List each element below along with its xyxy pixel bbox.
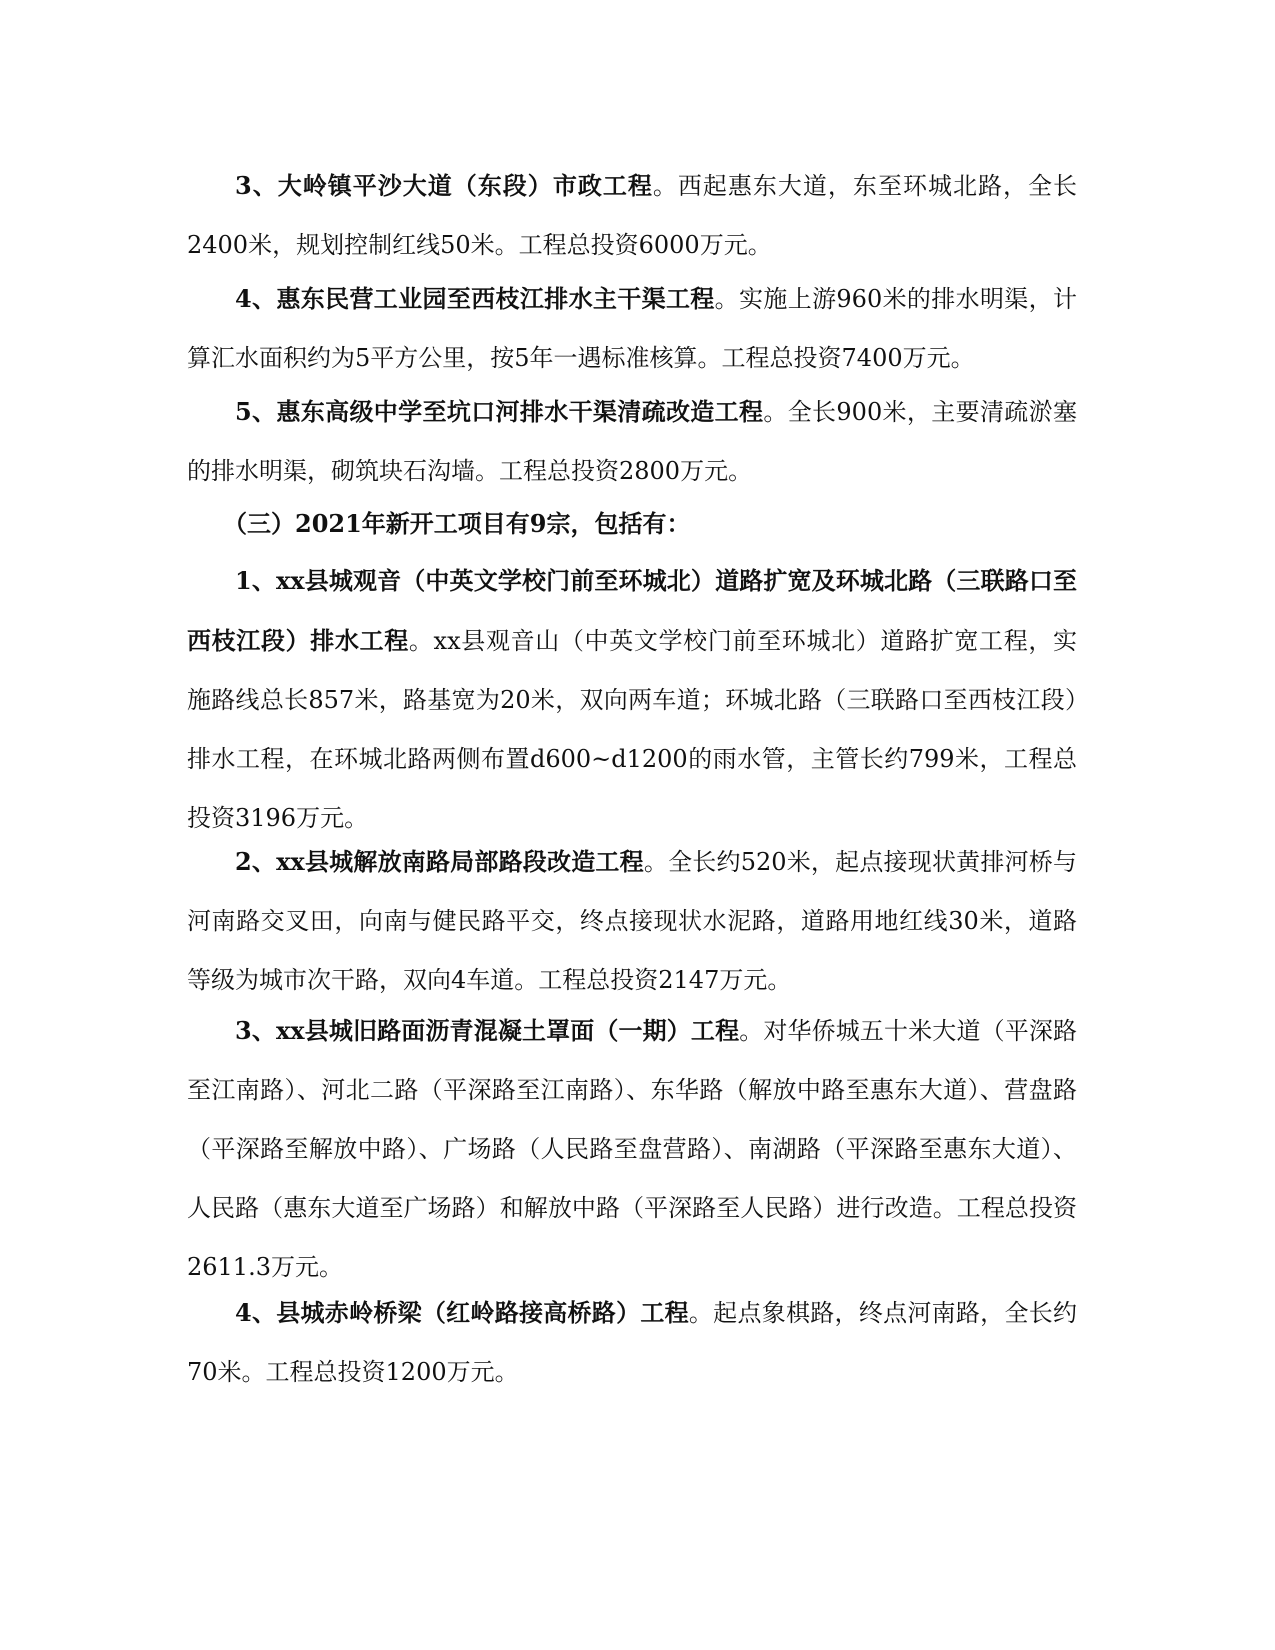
- paragraph-1-title: 3、大岭镇平沙大道（东段）市政工程: [235, 171, 653, 200]
- paragraph-7-title: 4、县城赤岭桥梁（红岭路接高桥路）工程: [235, 1298, 689, 1327]
- paragraph-3-title: 5、惠东高级中学至坑口河排水干渠清疏改造工程: [235, 397, 764, 426]
- paragraph-6: [187, 1001, 1077, 1297]
- paragraph-6-body: 。对华侨城五十米大道（平深路至江南路）、河北二路（平深路至江南路）、东华路（解放中路至惠东大道）、营盘路（平深路至解放中路）、广场路（人民路至盘营路）、南湖路（平深路至惠东大道）、人民路（惠东大道至广场路）和解放中路（平深路至人民路）进行改造。工程总投资2611.3万元。: [187, 1017, 1077, 1281]
- paragraph-3: [187, 382, 1077, 501]
- paragraph-2-body: 。实施上游960米的排水明渠，计算汇水面积约为5平方公里，按5年一遇标准核算。工程总投资7400万元。: [187, 285, 1078, 372]
- paragraph-2: [187, 269, 1077, 388]
- paragraph-7: [187, 1283, 1077, 1402]
- paragraph-5-body: 。全长约520米，起点接现状黄排河桥与河南路交叉田，向南与健民路平交，终点接现状水泥路，道路用地红线30米，道路等级为城市次干路，双向4车道。工程总投资2147万元。: [187, 848, 1077, 994]
- paragraph-4-body: 。xx县观音山（中英文学校门前至环城北）道路扩宽工程，实施路线总长857米，路基宽为20米，双向两车道；环城北路（三联路口至西枝江段）排水工程，在环城北路两侧布置d600~d1200的雨水管，主管长约799米，工程总投资3196万元。: [187, 627, 1078, 832]
- paragraph-2-title: 4、惠东民营工业园至西枝江排水主干渠工程: [235, 284, 715, 313]
- paragraph-4: [187, 551, 1077, 848]
- paragraph-5: [187, 832, 1077, 1010]
- paragraph-6-title: 3、xx县城旧路面沥青混凝土罩面（一期）工程: [235, 1016, 740, 1045]
- section-heading: （三）2021年新开工项目有9宗，包括有：: [223, 509, 691, 538]
- paragraph-5-title: 2、xx县城解放南路局部路段改造工程: [235, 847, 644, 876]
- paragraph-1-body: 。西起惠东大道，东至环城北路，全长2400米，规划控制红线50米。工程总投资6000万元。: [187, 172, 1078, 259]
- paragraph-4-title: 1、xx县城观音（中英文学校门前至环城北）道路扩宽及环城北路（三联路口至西枝江段）排水工程: [187, 566, 1077, 655]
- paragraph-3-body: 。全长900米，主要清疏淤塞的排水明渠，砌筑块石沟墙。工程总投资2800万元。: [187, 398, 1077, 485]
- paragraph-7-body: 。起点象棋路，终点河南路，全长约70米。工程总投资1200万元。: [187, 1299, 1078, 1386]
- paragraph-1: [187, 156, 1077, 275]
